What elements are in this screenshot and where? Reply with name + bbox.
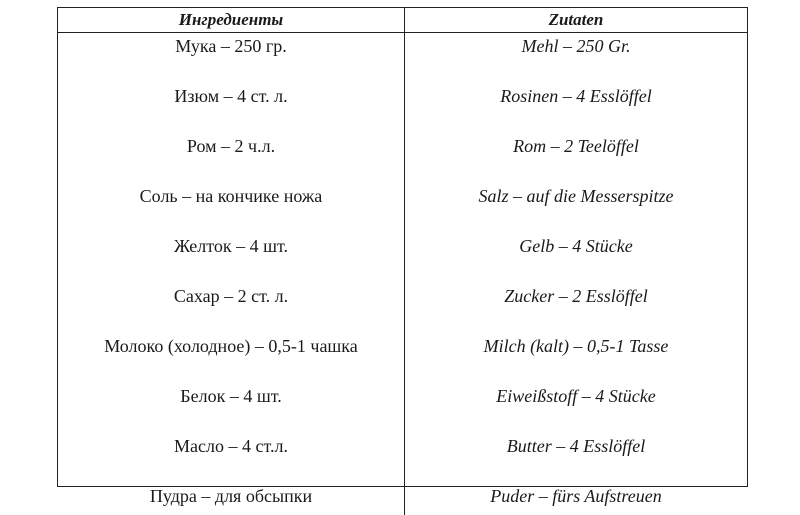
cell-german: Butter – 4 Esslöffel xyxy=(506,436,646,456)
table-row xyxy=(58,33,747,84)
cell-russian: Пудра – для обсыпки xyxy=(58,483,405,515)
cell-german: Gelb – 4 Stücke xyxy=(519,236,633,256)
cell-russian: Желток – 4 шт. xyxy=(58,233,405,283)
ingredients-grid xyxy=(58,8,747,515)
ingredients-table xyxy=(57,7,748,506)
table-row xyxy=(58,483,747,515)
table-row xyxy=(58,133,747,183)
cell-german: Zucker – 2 Esslöffel xyxy=(504,286,648,306)
cell-russian: Масло – 4 ст.л. xyxy=(58,433,405,483)
table-row xyxy=(58,283,747,333)
cell-russian: Изюм – 4 ст. л. xyxy=(58,83,405,133)
cell-russian: Ром – 2 ч.л. xyxy=(58,133,405,183)
table-row xyxy=(58,233,747,283)
cell-russian: Молоко (холодное) – 0,5-1 чашка xyxy=(58,333,405,383)
table-row xyxy=(58,433,747,483)
header-row xyxy=(58,8,747,33)
cell-german: Salz – auf die Messerspitze xyxy=(478,186,674,206)
table-row xyxy=(58,183,747,233)
cell-german: Rosinen – 4 Esslöffel xyxy=(500,86,652,106)
table-row xyxy=(58,383,747,433)
table-row xyxy=(58,83,747,133)
table-row xyxy=(58,333,747,383)
cell-german: Puder – fürs Aufstreuen xyxy=(490,486,662,506)
cell-russian: Белок – 4 шт. xyxy=(58,383,405,433)
cell-german: Rom – 2 Teelöffel xyxy=(513,136,639,156)
header-russian: Ингредиенты xyxy=(58,8,405,33)
cell-german: Milch (kalt) – 0,5-1 Tasse xyxy=(483,336,669,356)
cell-russian: Мука – 250 гр. xyxy=(58,33,405,84)
header-german: Zutaten xyxy=(405,8,748,33)
cell-russian: Соль – на кончике ножа xyxy=(58,183,405,233)
cell-russian: Сахар – 2 ст. л. xyxy=(58,283,405,333)
cell-german: Mehl – 250 Gr. xyxy=(521,36,631,56)
cell-german: Eiweißstoff – 4 Stücke xyxy=(496,386,656,406)
